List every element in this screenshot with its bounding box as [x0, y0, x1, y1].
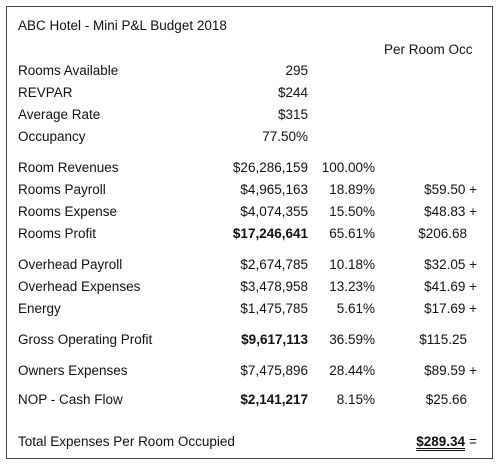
row-pct-energy: 5.61%	[336, 301, 375, 316]
row-amount-rooms-profit: $17,246,641	[232, 226, 308, 241]
row-pct-rooms-expense: 15.50%	[329, 204, 375, 219]
row-per-room-nop-cash-flow: $25.66	[425, 392, 467, 407]
row-label-nop-cash-flow: NOP - Cash Flow	[18, 392, 123, 407]
per-room-occ-header: Per Room Occ	[384, 42, 473, 57]
stat-label-rooms-available: Rooms Available	[18, 63, 119, 78]
row-label-owners-expenses: Owners Expenses	[18, 363, 128, 378]
row-amount-gross-operating-profit: $9,617,113	[241, 332, 308, 347]
row-amount-rooms-expense: $4,074,355	[240, 204, 308, 219]
row-amount-energy: $1,475,785	[240, 301, 308, 316]
total-suffix: =	[469, 434, 477, 449]
stat-value-occupancy: 77.50%	[262, 129, 308, 144]
row-label-overhead-expenses: Overhead Expenses	[18, 279, 141, 294]
row-per-room-owners-expenses: $89.59 +	[424, 363, 477, 378]
total-label: Total Expenses Per Room Occupied	[18, 434, 235, 449]
stat-value-rooms-available: 295	[285, 63, 308, 78]
total-value: $289.34	[416, 434, 465, 449]
row-pct-nop-cash-flow: 8.15%	[336, 392, 375, 407]
row-label-room-revenues: Room Revenues	[18, 160, 119, 175]
row-label-rooms-profit: Rooms Profit	[18, 226, 97, 241]
row-pct-overhead-payroll: 10.18%	[329, 257, 375, 272]
row-pct-overhead-expenses: 13.23%	[329, 279, 375, 294]
stat-value-revpar: $244	[277, 85, 308, 100]
row-label-gross-operating-profit: Gross Operating Profit	[18, 332, 153, 347]
row-pct-rooms-profit: 65.61%	[329, 226, 375, 241]
row-per-room-overhead-expenses: $41.69 +	[424, 279, 477, 294]
row-label-overhead-payroll: Overhead Payroll	[18, 257, 123, 272]
row-per-room-gross-operating-profit: $115.25	[419, 332, 467, 347]
row-per-room-overhead-payroll: $32.05 +	[424, 257, 477, 272]
stat-label-occupancy: Occupancy	[18, 129, 86, 144]
row-amount-overhead-payroll: $2,674,785	[240, 257, 308, 272]
row-pct-room-revenues: 100.00%	[321, 160, 375, 175]
row-per-room-rooms-profit: $206.68	[418, 226, 467, 241]
row-amount-owners-expenses: $7,475,896	[240, 363, 308, 378]
row-label-energy: Energy	[18, 301, 61, 316]
row-per-room-energy: $17.69 +	[424, 301, 477, 316]
pl-budget-sheet	[6, 6, 493, 459]
row-pct-rooms-payroll: 18.89%	[329, 182, 375, 197]
row-amount-room-revenues: $26,286,159	[232, 160, 308, 175]
row-pct-owners-expenses: 28.44%	[329, 363, 375, 378]
row-pct-gross-operating-profit: 36.59%	[329, 332, 375, 347]
row-amount-rooms-payroll: $4,965,163	[240, 182, 308, 197]
row-label-rooms-payroll: Rooms Payroll	[18, 182, 106, 197]
row-amount-overhead-expenses: $3,478,958	[240, 279, 308, 294]
row-amount-nop-cash-flow: $2,141,217	[240, 392, 308, 407]
sheet-title: ABC Hotel - Mini P&L Budget 2018	[18, 18, 227, 33]
row-label-rooms-expense: Rooms Expense	[18, 204, 118, 219]
stat-label-revpar: REVPAR	[18, 85, 73, 100]
row-per-room-rooms-payroll: $59.50 +	[424, 182, 477, 197]
row-per-room-rooms-expense: $48.83 +	[424, 204, 477, 219]
stat-value-average-rate: $315	[277, 107, 308, 122]
stat-label-average-rate: Average Rate	[18, 107, 101, 122]
